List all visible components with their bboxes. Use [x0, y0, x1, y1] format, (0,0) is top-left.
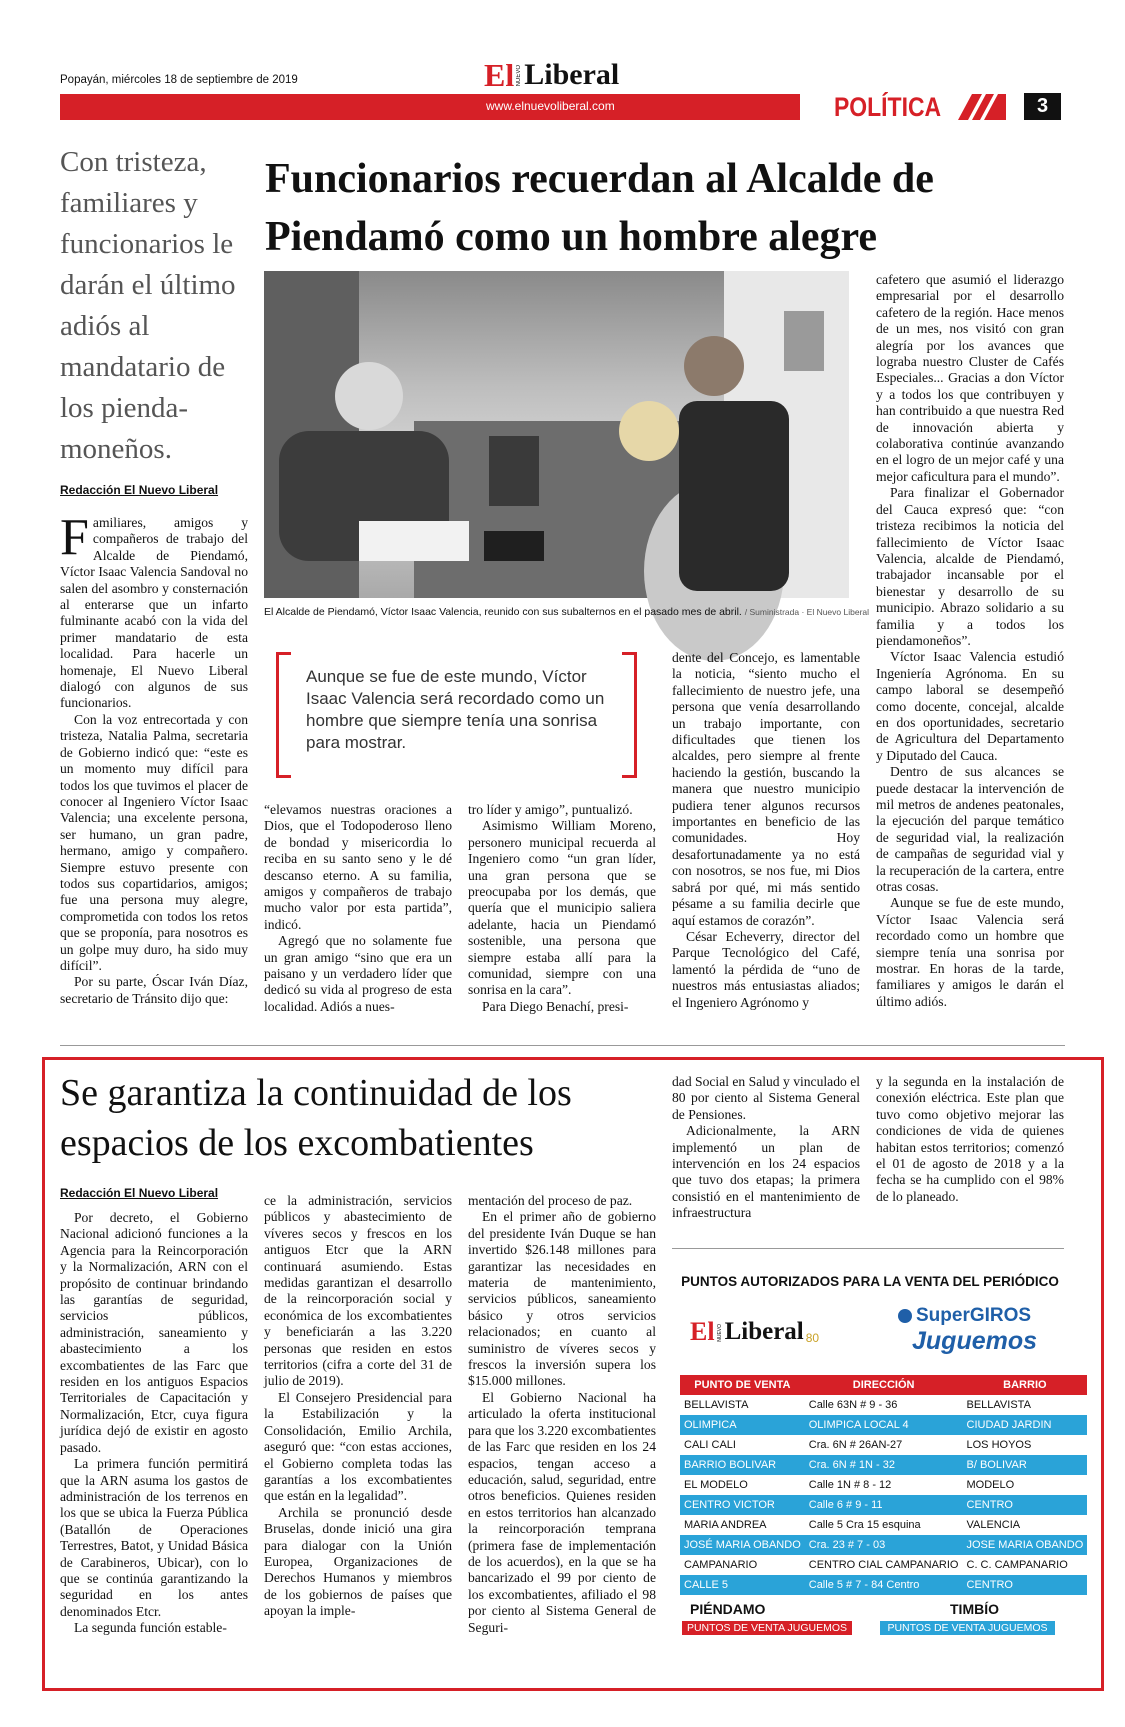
article1-col5-p1: cafetero que asumió el liderazgo empresarial por el desarrollo cafetero de la región. Hace menos de un mes, nos visitó con gran alegría por los avances que lograba nuestro Cluster de Cafés Especiales... Gracias a don Víctor y a todos los que contribuyen y han contribuido a que nuestra Red de innovación abierta y colaborativa continúe avanzando en el logro de un mejor café y una mejor caficultura para el mundo”. [876, 272, 1064, 484]
article2-col5 [876, 1074, 1064, 1205]
cell-punto: EL MODELO [684, 1479, 748, 1491]
article2-col2-p1: ce la administración, servicios públicos y abastecimiento de víveres secos y frescos en los antiguos Etcr que la ARN continuará asumiendo. Estas medidas garantizan el desarrollo de la reincorporación social y económica de los excombatientes y beneficiarán a las 3.220 personas que residen en estos territorios (cifra a corte del 31 de julio de 2019). [264, 1193, 452, 1389]
ad-logos [680, 1297, 1060, 1375]
photo-caption [264, 606, 870, 618]
article1-photo [264, 271, 849, 598]
cell-barrio: LOS HOYOS [966, 1439, 1032, 1451]
logo-el: El [484, 57, 515, 93]
sales-points-ad [680, 1262, 1084, 1680]
cell-punto: CAMPANARIO [684, 1559, 758, 1571]
cell-direccion: Cra. 23 # 7 - 03 [805, 1535, 963, 1555]
article2-byline: Redacción El Nuevo Liberal [60, 1186, 219, 1200]
cell-direccion: Calle 5 # 7 - 84 Centro [805, 1575, 963, 1595]
cell-punto: BARRIO BOLIVAR [680, 1455, 805, 1475]
cell-barrio: CENTRO [963, 1495, 1088, 1515]
ad-title: PUNTOS AUTORIZADOS PARA LA VENTA DEL PERIÓDICO [681, 1274, 1059, 1289]
cell-punto: BELLAVISTA [684, 1399, 749, 1411]
website-link[interactable]: www.elnuevoliberal.com [486, 99, 615, 113]
header-red-bar [60, 94, 800, 120]
cell-direccion: Calle 5 Cra 15 esquina [808, 1519, 921, 1531]
section-stripes-icon [958, 92, 1006, 122]
cell-barrio: B/ BOLIVAR [963, 1455, 1088, 1475]
table-header-row [680, 1375, 1087, 1395]
sales-points-table [680, 1375, 1087, 1595]
cell-direccion: Cra. 6N # 1N - 32 [805, 1455, 963, 1475]
cell-barrio: C. C. CAMPANARIO [966, 1559, 1068, 1571]
supergiros-logo [898, 1305, 1031, 1327]
table-row [680, 1495, 1087, 1515]
article1-col3-p3: Para Diego Benachí, presi- [482, 998, 629, 1014]
article1-col1-p2: Con la voz entrecortada y con tristeza, Natalia Palma, secretaria de Gobierno indicó que: “este es un momento muy difícil para todos los que tuvimos el placer de conocer al Ingeniero Víctor Isaac Valencia; una excelente persona, ser humano, un gran padre, hermano, amigo y compañero. Siempre estuvo presente con todos sus copartidarios, amigos; fue una persona muy alegre, comprometida con todos los retos que se proponía, para nosotros es un golpe muy duro, ha sido muy difícil”. [60, 711, 248, 973]
masthead-logo[interactable] [484, 56, 620, 93]
article2-col2-p3: Archila se pronunció desde Bruselas, donde inició una gira para dialogar con la Unión Europea, Organizaciones de Derechos Humanos y miembros de los gobiernos de países que apoyan la imple- [264, 1504, 452, 1619]
dateline: Popayán, miércoles 18 de septiembre de 2019 [60, 74, 298, 86]
table-row [680, 1515, 1087, 1535]
article1-col3 [468, 802, 656, 1015]
supergiros-icon [898, 1309, 912, 1323]
cell-barrio: MODELO [966, 1479, 1015, 1491]
pullquote-bracket-left [276, 652, 291, 778]
cell-punto: CALI CALI [684, 1439, 736, 1451]
article2-col2 [264, 1193, 452, 1620]
cell-barrio: CENTRO [963, 1575, 1088, 1595]
article1-subhead: Con tristeza, familiares y funcionarios le darán el último adiós al mandatario de los pienda-moneños. [60, 146, 236, 465]
article2-title: Se garantiza la continuidad de los espacios de los excombatientes [60, 1072, 572, 1164]
cell-direccion: Cra. 6N # 26AN-27 [808, 1439, 903, 1451]
article2-col3 [468, 1193, 656, 1636]
table-row [680, 1455, 1087, 1475]
cell-direccion: Calle 63N # 9 - 36 [808, 1399, 898, 1411]
juguemos-logo: Juguemos [912, 1327, 1038, 1355]
cell-direccion: CENTRO CIAL CAMPANARIO [808, 1559, 959, 1571]
drop-cap: F [60, 509, 89, 566]
article1-col1-p1: amiliares, amigos y compañeros de trabajo del Alcalde de Piendamó, Víctor Isaac Valencia Sandoval no salen del asombro y consternación al enterarse que un infarto fulminante acabó con la vida del primer mandatario de esta localidad. Para hacerle un homenaje, El Nuevo Liberal dialogó con algunos de sus funcionarios. [60, 515, 248, 711]
article1-col4-p1: dente del Concejo, es lamentable la noticia, “siento mucho el fallecimiento de nuestro jefe, una persona que venía desarrollando un trabajo importante, con dificultades que tienen los alcaldes, pero siempre al frente haciendo la gestión, buscando la manera que nuestro municipio pudiera tener algunos recursos importantes en beneficio de las comunidades. Hoy desafortunadamente ya no está con nosotros, se nos fue, mi Dios sabrá por qué, mi más sentido pésame a su familia decirle que aquí estamos de corazón”. [672, 650, 860, 928]
table-row [680, 1535, 1087, 1555]
article2-col5-p1: y la segunda en la instalación de conexión eléctrica. Este plan que tuvo como objetivo mejorar las condiciones de vida de quienes habitan estos territorios; comenzó el 01 de agosto de 2018 y a la fecha se ha cumplido con el 98% de lo planeado. [876, 1074, 1064, 1204]
cell-direccion: Calle 6 # 9 - 11 [805, 1495, 963, 1515]
article1-col1-p3: Por su parte, Óscar Iván Díaz, secretario de Tránsito dijo que: [60, 974, 248, 1006]
article2-col1-p2: La primera función permitirá que la ARN asuma los gastos de administración de los terrenos en los que se ubica la Fuerza Pública (Batallón de Operaciones Terrestres, Batot, y Unidad Básica de Carabineros, Ubicar), con lo que se continúa garantizando la seguridad en los antes denominados Etcr. [60, 1456, 248, 1619]
article2-col4 [672, 1074, 860, 1222]
article1-byline: Redacción El Nuevo Liberal [60, 483, 219, 497]
pullquote-bracket-right [622, 652, 637, 778]
page-number: 3 [1036, 95, 1049, 117]
table-row [680, 1435, 1087, 1455]
ad-logo-el: El [690, 1317, 715, 1346]
ad-liberal-logo [690, 1319, 819, 1345]
cell-punto: JOSÉ MARIA OBANDO [680, 1535, 805, 1555]
article1-col1 [60, 509, 248, 1007]
article1-col4-p2: César Echeverry, director del Parque Tecnológico del Café, lamentó la pérdida de “uno de nuestros más entusiastas aliados; el Ingeniero Agrónomo y [672, 928, 860, 1010]
cell-punto: OLIMPICA [680, 1415, 805, 1435]
article1-col3-p2: Asimismo William Moreno, personero municipal recuerda al Ingeniero como “un gran líder, una gran persona que se preocupaba por los demás, que quería que el municipio saliera adelante, hacia un Piendamó sostenible, una persona que siempre estaba allí para la comunidad, siempre con una sonrisa en la cara”. [468, 818, 656, 998]
article2-col1-p3: La segunda función estable- [74, 1620, 227, 1636]
table-row [680, 1415, 1087, 1435]
footer-piendamo-title: PIÉNDAMO [690, 1601, 766, 1617]
article2-col4-p2: Adicionalmente, la ARN implementó un plan de intervención en los 24 espacios que tuvo dos etapas; la primera consistió en el mantenimiento de infraestructura [672, 1123, 860, 1221]
page-number-box [1024, 93, 1061, 120]
section-title: POLÍTICA [834, 92, 942, 122]
article2-col3-p3: El Gobierno Nacional ha articulado la oferta institucional para que los 3.220 excombatientes de las Farc que residen en los 24 espacios, tengan acceso a educación, salud, seguridad, entre otros beneficios. Quienes residen en estos territorios han alcanzado la reincorporación temprana (primera fase de implementación de los acuerdos), en la que se ha bancarizado el 99 por ciento de los excombatientes, afiliado el 98 por ciento al Sistema General de Seguri- [468, 1389, 656, 1635]
meeting-scene-illustration [264, 271, 849, 598]
article1-col2-p1: “elevamos nuestras oraciones a Dios, que el Todopoderoso lleno de bondad y misericordia lo reciba en su santo seno y le dé descanso eterno. A su familia, amigos y compañeros de trabajo mucho valor por esta partida”, indicó. [264, 802, 452, 932]
ad-top-rule [672, 1248, 1064, 1249]
article1-col5-p4: Dentro de sus alcances se puede destacar la intervención de mil metros de andenes peatonales, la ejecución del parque temático de seguridad vial, la realización de campañas de seguridad vial y la recuperación de la cartera, entre otras cosas. [876, 764, 1064, 895]
section-divider [60, 1045, 1065, 1046]
article1-col5 [876, 272, 1064, 1010]
cell-direccion: Calle 1N # 8 - 12 [808, 1479, 892, 1491]
article2-col3-p1: mentación del proceso de paz. [468, 1193, 633, 1208]
cell-punto: CALLE 5 [680, 1575, 805, 1595]
ad-logo-liberal: Liberal [724, 1318, 804, 1345]
article1-col5-p3: Víctor Isaac Valencia estudió Ingeniería Agrónoma. En su campo laboral se desempeñó como docente, concejal, alcalde en dos oportunidades, secretario de Agricultura del Departamento y Diputado del Cauca. [876, 649, 1064, 763]
article2-col2-p2: El Consejero Presidencial para la Estabilización y la Consolidación, Emilio Archila, aseguró que: “con estas acciones, el Gobierno completa todas las garantías a los excombatientes que están en la legalidad”. [264, 1389, 452, 1504]
photo-credit: / Suministrada · El Nuevo Liberal [744, 607, 870, 617]
article1-col2-p2: Agregó que no solamente fue un gran amigo “sino que era un paisano y un verdadero líder que dedicó su vida al progreso de esta localidad. Adiós a nues- [264, 933, 452, 1014]
article1-title: Funcionarios recuerdan al Alcalde de Piendamó como un hombre alegre [265, 156, 934, 260]
article1-col3-p1: tro líder y amigo”, puntualizó. [468, 802, 633, 817]
th-punto: PUNTO DE VENTA [680, 1375, 805, 1395]
ad-logo-80: 80 [805, 1331, 820, 1345]
article1-col4 [672, 650, 860, 1011]
table-row [680, 1555, 1087, 1575]
supergiros-text: SuperGIROS [916, 1305, 1032, 1326]
ad-footer [680, 1601, 1060, 1651]
logo-nuevo: NUEVO [516, 64, 523, 86]
photo-caption-text: El Alcalde de Piendamó, Víctor Isaac Valencia, reunido con sus subalternos en el pasado mes de abril. [264, 606, 742, 618]
footer-timbio-title: TIMBÍO [950, 1601, 999, 1617]
cell-punto: MARIA ANDREA [684, 1519, 767, 1531]
ad-logo-nuevo: NUEVO [716, 1324, 723, 1342]
th-barrio: BARRIO [963, 1375, 1088, 1395]
logo-liberal: Liberal [524, 58, 620, 91]
article2-col1 [60, 1210, 248, 1637]
pullquote: Aunque se fue de este mundo, Víctor Isaac Valencia será recordado como un hombre que siempre tenía una sonrisa para mostrar. [306, 667, 605, 752]
footer-piendamo-sub: PUNTOS DE VENTA JUGUEMOS [682, 1621, 852, 1635]
footer-timbio-sub: PUNTOS DE VENTA JUGUEMOS [880, 1621, 1055, 1635]
cell-barrio: BELLAVISTA [966, 1399, 1031, 1411]
table-row [680, 1575, 1087, 1595]
cell-direccion: OLIMPICA LOCAL 4 [805, 1415, 963, 1435]
article1-col5-p2: Para finalizar el Gobernador del Cauca expresó que: “con tristeza recibimos la noticia del fallecimiento de Víctor Isaac Valencia, alcalde de Piendamó, trabajador incansable por el bienestar y desarrollo de su municipio. Abrazo solidario a su familia y a todos los piendamoneños”. [876, 485, 1064, 648]
article2-col1-p1: Por decreto, el Gobierno Nacional adicionó funciones a la Agencia para la Reincorporación y la Normalización, ARN con el propósito de continuar brindando las garantías de seguridad, servicios públicos, administración, saneamiento y abastecimiento a los excombatientes de las Farc que residen en los antiguos Espacios Territoriales de Capacitación y Normalización, Etcr, cuya figura jurídica dejó de existir en agosto pasado. [60, 1210, 248, 1455]
article2-col3-p2: En el primer año de gobierno del presidente Iván Duque se han invertido $26.148 millones para garantizar las necesidades en materia de mantenimiento, servicios públicos, saneamiento básico y otros servicios relacionados; en cuanto al suministro de víveres secos y frescos la inversión supera los $15.000 millones. [468, 1209, 656, 1389]
article2-col4-p1: dad Social en Salud y vinculado el 80 por ciento al Sistema General de Pensiones. [672, 1074, 861, 1122]
table-row [680, 1395, 1087, 1415]
cell-barrio: JOSE MARIA OBANDO [963, 1535, 1088, 1555]
table-row [680, 1475, 1087, 1495]
cell-punto: CENTRO VICTOR [680, 1495, 805, 1515]
cell-barrio: CIUDAD JARDIN [963, 1415, 1088, 1435]
article1-col5-p5: Aunque se fue de este mundo, Víctor Isaac Valencia será recordado como un hombre que siempre tenía una sonrisa por mostrar. En horas de la tarde, familiares y amigos le darán el último adiós. [876, 895, 1064, 1009]
cell-barrio: VALENCIA [966, 1519, 1021, 1531]
th-direccion: DIRECCIÓN [805, 1375, 963, 1395]
article1-col2 [264, 802, 452, 1015]
